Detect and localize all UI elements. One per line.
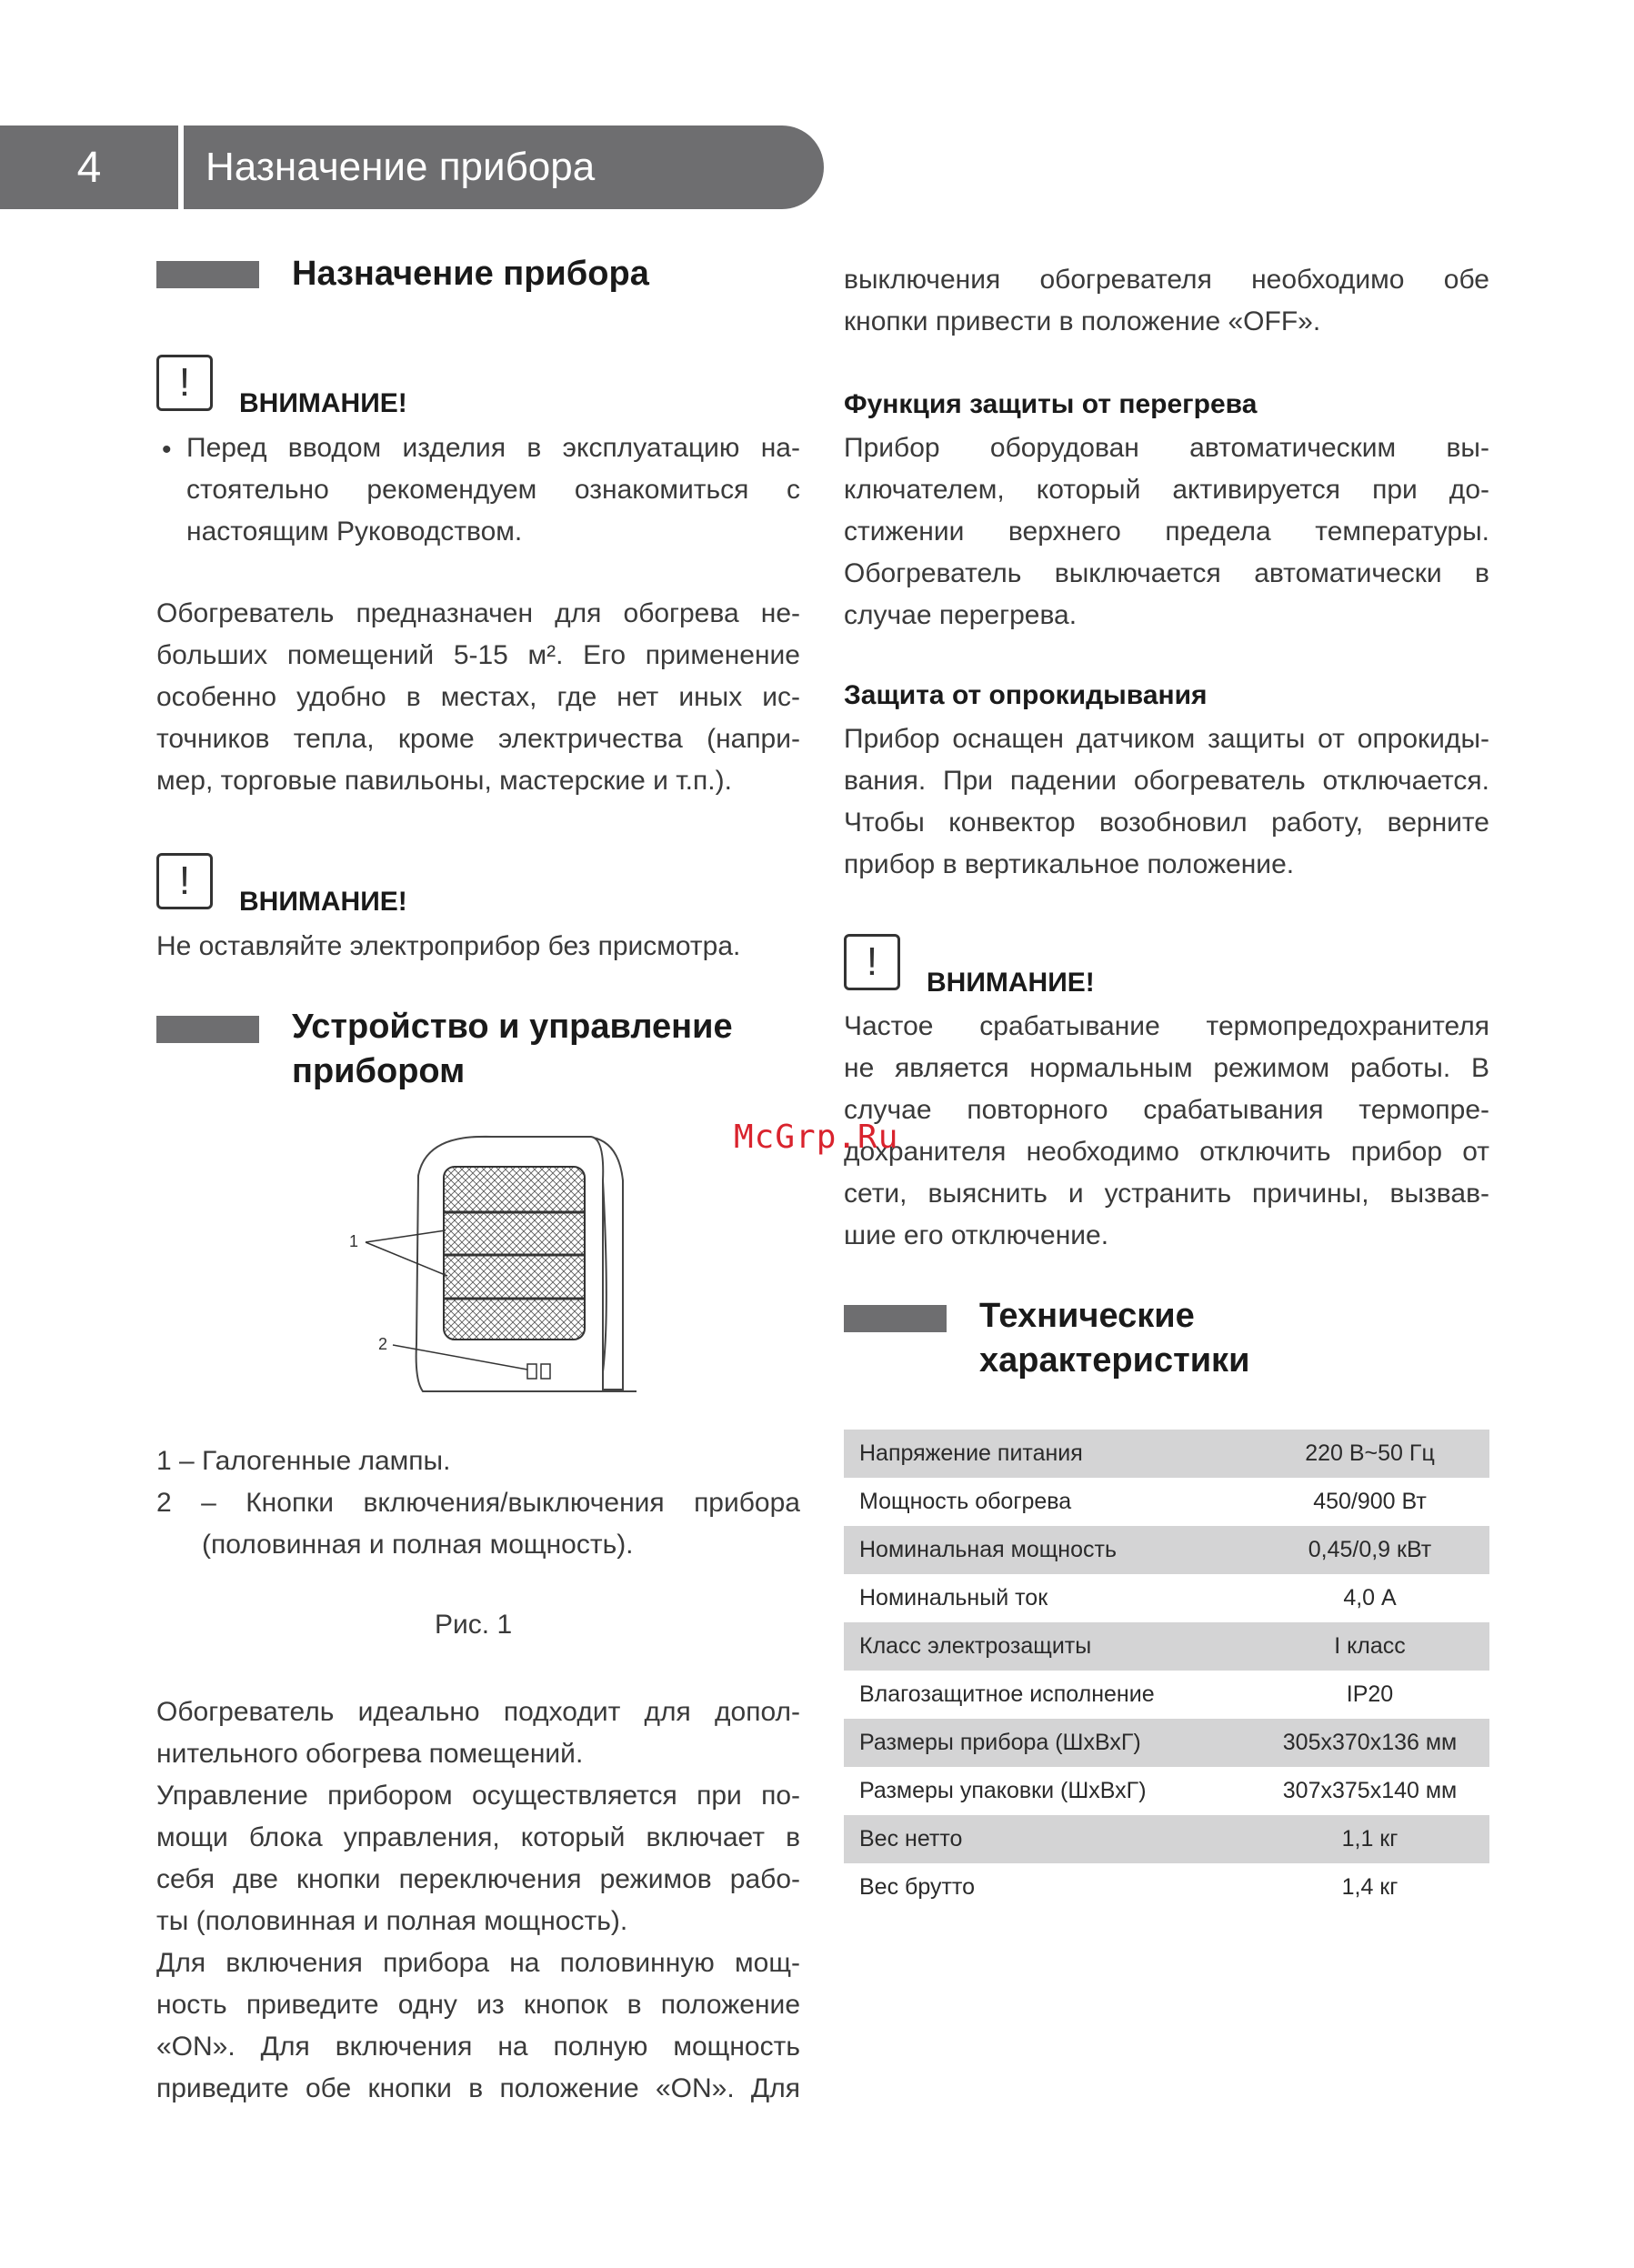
text-line: шие его отключение. [844,1220,1109,1250]
section-marker [156,1016,259,1043]
section-title-specs [979,1294,1249,1383]
title-line: Технические [979,1297,1195,1335]
section-title-purpose: Назначение прибора [292,255,649,293]
text-line: ность приведите одну из кнопок в положение [156,1990,800,2020]
text-line: мер, торговые павильоны, мастерские и т.п.). [156,766,732,796]
spec-label: Класс электрозащиты [844,1622,1250,1671]
text-line: Для включения прибора на половинную мощ- [156,1948,800,1978]
text-line: точников тепла, кроме электричества (напри- [156,724,800,754]
text-line: особенно удобно в местах, где нет иных ис- [156,682,800,712]
figure-caption: Рис. 1 [435,1610,513,1640]
text-line: прибор в вертикальное положение. [844,849,1295,879]
spec-label: Размеры упаковки (ШхВхГ) [859,1778,1147,1803]
intro-paragraph [156,593,800,802]
spec-value: 305х370х136 мм [1250,1719,1489,1767]
spec-label: Напряжение питания [844,1430,1250,1478]
text-line: нительного обогрева помещений. [156,1739,584,1769]
spec-value: 0,45/0,9 кВт [1250,1526,1489,1574]
switch-button [541,1364,550,1379]
tipover-paragraph [844,718,1489,886]
spec-value: 220 В~50 Гц [1250,1430,1489,1478]
text-line: мощи блока управления, который включает в [156,1822,800,1852]
callout-1: 1 [349,1232,359,1250]
table-row [844,1767,1489,1815]
callout-2: 2 [378,1335,388,1353]
header-title: Назначение прибора [206,145,596,189]
text-line: Прибор оборудован автоматическим вы- [844,433,1489,463]
watermark: McGrp.Ru [734,1119,899,1156]
warning-label: ВНИМАНИЕ! [927,968,1095,998]
spec-label: Размеры прибора (ШхВхГ) [844,1719,1250,1767]
section-marker [844,1305,947,1332]
spec-label: Номинальная мощность [844,1526,1250,1574]
text-line: настоящим Руководством. [186,517,523,547]
spec-label: Мощность обогрева [859,1489,1072,1514]
spec-value: I класс [1250,1622,1489,1671]
text-line: Перед вводом изделия в эксплуатацию на- [186,433,800,463]
figure-legend-2 [156,1482,800,1566]
spec-value: 1,1 кг [1250,1815,1489,1863]
text-line: Частое срабатывание термопредохранителя [844,1011,1489,1041]
spec-value: 307х375х140 мм [1282,1778,1458,1803]
overheat-paragraph [844,427,1489,637]
title-line: прибором [292,1052,466,1090]
text-line: больших помещений 5-15 м². Его применение [156,640,800,670]
title-line: характеристики [979,1341,1250,1380]
table-row [844,1430,1489,1478]
bullet-dot: • [162,435,172,465]
text-line: Управление прибором осуществляется при по- [156,1781,800,1811]
text-line: (половинная и полная мощность). [202,1530,634,1560]
spec-label: Вес нетто [844,1815,1250,1863]
text-line: кнопки привести в положение «OFF». [844,306,1321,336]
spec-value: 450/900 Вт [1313,1489,1427,1514]
thermal-fuse-warning [844,1006,1489,1257]
tipover-heading: Защита от опрокидывания [844,680,1208,710]
text-line: стоятельно рекомендуем ознакомиться с [186,475,800,505]
text-line: случае перегрева. [844,600,1078,630]
figure-legend-1: 1 – Галогенные лампы. [156,1446,451,1476]
text-line: ключателем, который активируется при до- [844,475,1489,505]
spec-label: Вес брутто [859,1874,975,1900]
text-line: 2 – Кнопки включения/выключения прибора [156,1488,800,1518]
text-line: Обогреватель идеально подходит для допол- [156,1697,800,1727]
spec-value: IP20 [1346,1681,1394,1707]
table-row [844,1526,1489,1574]
text-line: сети, выяснить и устранить причины, вызвав- [844,1179,1489,1209]
warning-icon: ! [844,934,900,990]
text-line: «ON». Для включения на полную мощность [156,2032,800,2062]
warning-label: ВНИМАНИЕ! [239,388,407,418]
switch-button [527,1364,536,1379]
heater-figure [346,1126,637,1403]
header-divider [178,125,184,209]
text-line: Обогреватель предназначен для обогрева не- [156,598,800,628]
specs-table [844,1430,1489,1912]
table-row [844,1478,1489,1526]
spec-value: 4,0 А [1343,1585,1397,1611]
text-line: случае повторного срабатывания термопре- [844,1095,1489,1125]
section-marker [156,261,259,288]
table-row [844,1671,1489,1719]
device-paragraph [156,1691,800,2110]
continuation-paragraph [844,259,1489,343]
title-line: Устройство и управление [292,1008,733,1046]
text-line: вания. При падении обогреватель отключается. [844,766,1489,796]
text-line: ты (половинная и полная мощность). [156,1906,628,1936]
warning-icon: ! [156,355,213,411]
warning-bullet-text [186,427,800,553]
text-line: стижении верхнего предела температуры. [844,517,1489,547]
page-number: 4 [76,143,102,192]
overheat-heading: Функция защиты от перегрева [844,389,1258,419]
text-line: Прибор оснащен датчиком защиты от опрокиды- [844,724,1489,754]
text-line: приведите обе кнопки в положение «ON». Для [156,2073,800,2103]
text-line: дохранителя необходимо отключить прибор от [844,1137,1489,1167]
warning-text: Не оставляйте электроприбор без присмотра. [156,931,741,961]
table-row [844,1863,1489,1912]
text-line: себя две кнопки переключения режимов рабо- [156,1864,800,1894]
table-row [844,1815,1489,1863]
warning-label: ВНИМАНИЕ! [239,887,407,917]
text-line: Обогреватель выключается автоматически в [844,558,1489,588]
text-line: выключения обогревателя необходимо обе [844,265,1489,295]
warning-icon: ! [156,853,213,909]
section-title-device [292,1005,733,1094]
spec-value: 1,4 кг [1341,1874,1398,1900]
spec-label: Влагозащитное исполнение [859,1681,1155,1707]
page-header [0,125,824,209]
text-line: не является нормальным режимом работы. В [844,1053,1489,1083]
spec-label: Номинальный ток [859,1585,1048,1611]
table-row [844,1574,1489,1622]
table-row [844,1622,1489,1671]
table-row [844,1719,1489,1767]
text-line: Чтобы конвектор возобновил работу, верните [844,808,1489,838]
heater-grille [444,1167,585,1340]
